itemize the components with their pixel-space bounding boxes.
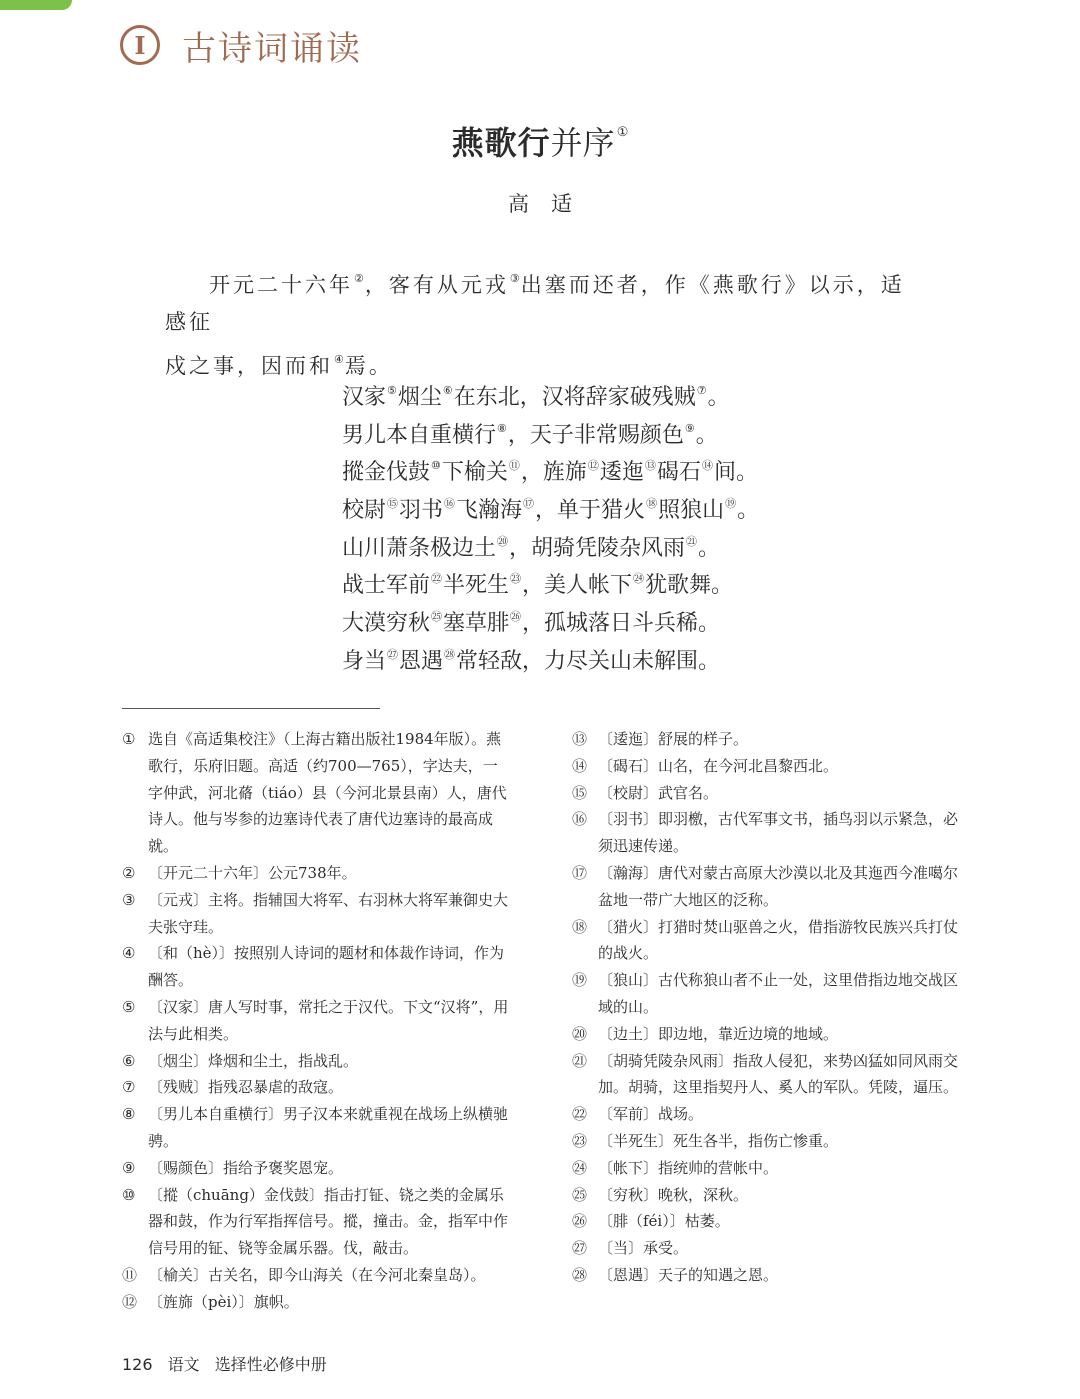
note-marker: ⑯ [444,497,456,511]
footnote [572,1208,964,1235]
footnote [122,1155,512,1182]
footnote [122,940,512,994]
text-segment: 焉。 [344,354,393,378]
note-marker: ⑦ [696,384,707,397]
note-marker: ⑧ [497,421,507,435]
verse-line [342,523,759,561]
footnote-number: ㉑ [572,1051,588,1070]
footnote-number: ㉒ [572,1105,588,1124]
text-segment: ，美人帐下 [522,573,633,599]
note-marker: ㉓ [510,572,522,586]
footnote-number: ⑫ [122,1292,138,1311]
footnote-divider [122,708,380,709]
text-segment: 飞瀚海 [456,498,523,524]
footnote-text: 〔狼山〕古代称狼山者不止一处，这里借指边地交战区域的山。 [598,971,959,1016]
note-marker: ④ [334,353,344,366]
text-segment: ，单于猎火 [535,498,646,524]
footnote-text: 〔军前〕战场。 [598,1105,704,1124]
footnote-text: 〔赐颜色〕指给予褒奖恩宠。 [148,1158,344,1177]
text-segment: 半死生 [443,573,510,599]
poem-title [0,118,1080,164]
note-marker: ⑮ [387,497,399,511]
footer-book: 选择性必修中册 [214,1355,327,1374]
text-segment: 战士军前 [342,573,431,599]
footnote-number: ⑩ [122,1185,136,1204]
text-segment: 身当 [342,648,387,674]
footnote [572,1155,964,1182]
text-segment: 男儿本自重横行 [342,422,497,448]
text-segment: 。 [698,535,721,561]
note-marker: ⑰ [523,497,535,511]
footnote [122,1048,512,1075]
note-marker: ⑪ [508,459,520,473]
section-number-icon: I [120,25,160,65]
footnote-text: 〔瀚海〕唐代对蒙古高原大沙漠以北及其迤西今准噶尔盆地一带广大地区的泛称。 [598,863,959,909]
footnote [572,860,964,914]
footnote-text: 〔半死生〕死生各半，指伤亡惨重。 [598,1131,839,1150]
note-marker: ㉘ [444,647,456,661]
footnote [122,994,512,1048]
footnote-number: ⑰ [572,863,588,882]
footnote-text: 〔汉家〕唐人写时事，常托之于汉代。下文“汉将”，用法与此相类。 [148,997,509,1043]
text-segment: 开元二十六年 [209,273,353,297]
footnote-text: 〔胡骑凭陵杂风雨〕指敌人侵犯，来势凶猛如同风雨交加。胡骑，这里指契丹人、奚人的军队。凭陵，逼压。 [598,1051,959,1097]
footnote [122,1262,512,1289]
footnote [572,1182,964,1209]
footnote-number: ⑱ [572,917,588,936]
note-marker: ⑤ [387,384,397,397]
footnote-number: ㉗ [572,1239,588,1258]
footnote [572,726,964,753]
footnotes-left-column [122,726,512,1316]
footnote-number: ⑳ [572,1024,588,1043]
footnote-number: ⑮ [572,783,588,802]
footnote-text: 〔残贼〕指残忍暴虐的敌寇。 [148,1078,344,1097]
footnote-number: ㉔ [572,1158,588,1177]
text-segment: 。 [695,422,718,448]
footnote-text: 选自《高适集校注》（上海古籍出版社1984年版）。燕歌行，乐府旧题。高适（约700—765），字达夫，一字仲武，河北蓨（tiáo）县（今河北景县南）人，唐代诗人。他与岑参的边塞诗代表了唐代边塞诗的最高成就。 [148,730,507,856]
footnote-number: ⑨ [122,1158,136,1177]
text-segment: 。 [707,385,730,410]
footnote [572,753,964,780]
verse-line [342,485,759,523]
footnote-text: 〔羽书〕即羽檄，古代军事文书，插鸟羽以示紧急，必须迅速传递。 [598,810,959,856]
footnote-number: ③ [122,890,136,909]
text-segment: ，胡骑凭陵杂风雨 [509,535,686,561]
footnote [572,1101,964,1128]
note-marker: ㉒ [431,572,443,586]
footnote-number: ㉖ [572,1212,588,1231]
footnote [122,887,512,941]
footnote [122,1289,512,1316]
section-title: 古诗词诵读 [182,28,362,69]
text-segment: 校尉 [342,498,387,524]
footnote-text: 〔逶迤〕舒展的样子。 [598,730,749,748]
footnote [122,1101,512,1155]
footnote-number: ⑦ [122,1078,136,1097]
poem-title-main: 燕歌行 [451,124,551,162]
footnote [572,1262,964,1289]
note-marker: ⑳ [497,534,509,548]
verse-line [342,372,759,410]
text-segment: 犹歌舞。 [645,573,734,599]
note-marker: ㉔ [633,572,645,586]
text-segment: 碣石 [656,460,701,486]
footnote-text: 〔恩遇〕天子的知遇之恩。 [598,1265,779,1284]
footnote-number: ⑥ [122,1051,136,1070]
page-number: 126 [122,1355,153,1374]
text-segment: 大漠穷秋 [342,611,431,637]
footnote-text: 〔烟尘〕烽烟和尘土，指战乱。 [148,1051,359,1070]
footnote-text: 〔和（hè）〕按照别人诗词的题材和体裁作诗词，作为酬答。 [148,944,505,990]
text-segment: 。 [737,498,760,524]
footnote [572,806,964,860]
footnote-text: 〔榆关〕古关名，即今山海关（在今河北秦皇岛）。 [148,1265,486,1284]
footnote-text: 〔碣石〕山名，在今河北昌黎西北。 [598,756,839,775]
footnote [122,726,512,860]
note-marker: ⑬ [644,459,656,473]
verse-line [342,410,759,448]
corner-tab [0,0,72,10]
note-marker: ⑫ [587,459,599,473]
poem-preface [165,260,925,385]
footnote [572,1128,964,1155]
footnote [572,1235,964,1262]
text-segment: ，天子非常赐颜色 [507,422,684,448]
poem-title-note-marker: ① [616,125,629,140]
text-segment: 在东北，汉将辞家破残贼 [453,385,696,410]
text-segment: 戍之事，因而和 [165,354,333,378]
footnote-number: ⑤ [122,997,136,1016]
poem-title-sub: 并序 [550,124,615,162]
verse-line [342,560,759,598]
note-marker: ② [354,272,364,285]
note-marker: ③ [509,272,520,285]
footnote-number: ㉕ [572,1185,588,1204]
footnote [572,780,964,807]
footnote-number: ⑭ [572,756,588,775]
verse-line [342,598,759,636]
text-segment: 出塞而还者，作《燕歌行》以示，适感征 [165,273,905,334]
footnote-number: ㉓ [572,1131,588,1150]
text-segment: 逶迤 [599,460,644,486]
note-marker: ⑩ [431,459,441,473]
footnote-number: ⑯ [572,810,588,829]
footnote-number: ⑬ [572,730,588,748]
verse-line [342,447,759,485]
footnote [572,967,964,1021]
note-marker: ⑥ [442,384,453,397]
note-marker: ㉗ [387,647,399,661]
footer-subject: 语文 [167,1355,200,1374]
text-segment: 山川萧条极边土 [342,535,497,561]
footnote-number: ① [122,730,136,748]
footnote [122,1182,512,1262]
note-marker: ⑨ [684,421,695,435]
footnote-number: ⑪ [122,1265,138,1284]
footnote-text: 〔校尉〕武官名。 [598,783,719,802]
footnote-text: 〔男儿本自重横行〕男子汉本来就重视在战场上纵横驰骋。 [148,1105,509,1150]
note-marker: ㉕ [431,610,443,624]
footnote-text: 〔穷秋〕晚秋，深秋。 [598,1185,749,1204]
text-segment: 烟尘 [397,385,442,410]
text-segment: 塞草腓 [443,611,510,637]
footnote [572,914,964,968]
footnote [122,1074,512,1101]
text-segment: ，孤城落日斗兵稀。 [522,611,721,637]
verse-line [342,636,759,674]
section-header [120,20,362,70]
footnote-text: 〔开元二十六年〕公元738年。 [148,863,357,882]
note-marker: ⑱ [646,497,658,511]
footnote-number: ② [122,863,136,882]
page-footer [122,1352,337,1375]
poem-verse [342,372,759,674]
footnote [572,1021,964,1048]
footnote-number: ④ [122,944,136,963]
text-segment: 摐金伐鼓 [342,460,431,486]
poem-author: 高适 [508,192,594,216]
text-segment: ，旌旆 [520,460,587,486]
footnote-number: ㉘ [572,1265,588,1284]
preface-line [165,260,925,341]
footnote-text: 〔腓（féi）〕枯萎。 [598,1212,730,1231]
note-marker: ⑭ [701,459,713,473]
footnote-text: 〔帐下〕指统帅的营帐中。 [598,1158,779,1177]
text-segment: 下榆关 [441,460,508,486]
text-segment: 间。 [713,460,758,486]
footnote-number: ⑧ [122,1105,136,1124]
footnote-text: 〔边土〕即边地，靠近边境的地域。 [598,1024,839,1043]
text-segment: 常轻敌，力尽关山未解围。 [456,648,721,674]
note-marker: ㉑ [686,534,698,548]
footnote [572,1048,964,1102]
footnotes-right-column [572,726,964,1289]
footnote-text: 〔摐（chuāng）金伐鼓〕指击打钲、铙之类的金属乐器和鼓，作为行军指挥信号。摐，撞击。金，指军中作信号用的钲、铙等金属乐器。伐，敲击。 [148,1185,509,1258]
footnote-number: ⑲ [572,971,588,990]
footnote-text: 〔旌旆（pèi）〕旗帜。 [148,1292,299,1311]
note-marker: ㉖ [510,610,522,624]
footnote-text: 〔猎火〕打猎时焚山驱兽之火，借指游牧民族兴兵打仗的战火。 [598,917,959,963]
text-segment: 恩遇 [399,648,444,674]
text-segment: 汉家 [342,385,387,410]
text-segment: ，客有从元戎 [364,273,509,297]
footnote-text: 〔当〕承受。 [598,1239,689,1258]
text-segment: 照狼山 [658,498,725,524]
footnote-text: 〔元戎〕主将。指辅国大将军、右羽林大将军兼御史大夫张守珪。 [148,890,509,936]
text-segment: 羽书 [399,498,444,524]
note-marker: ⑲ [725,497,737,511]
footnote [122,860,512,887]
